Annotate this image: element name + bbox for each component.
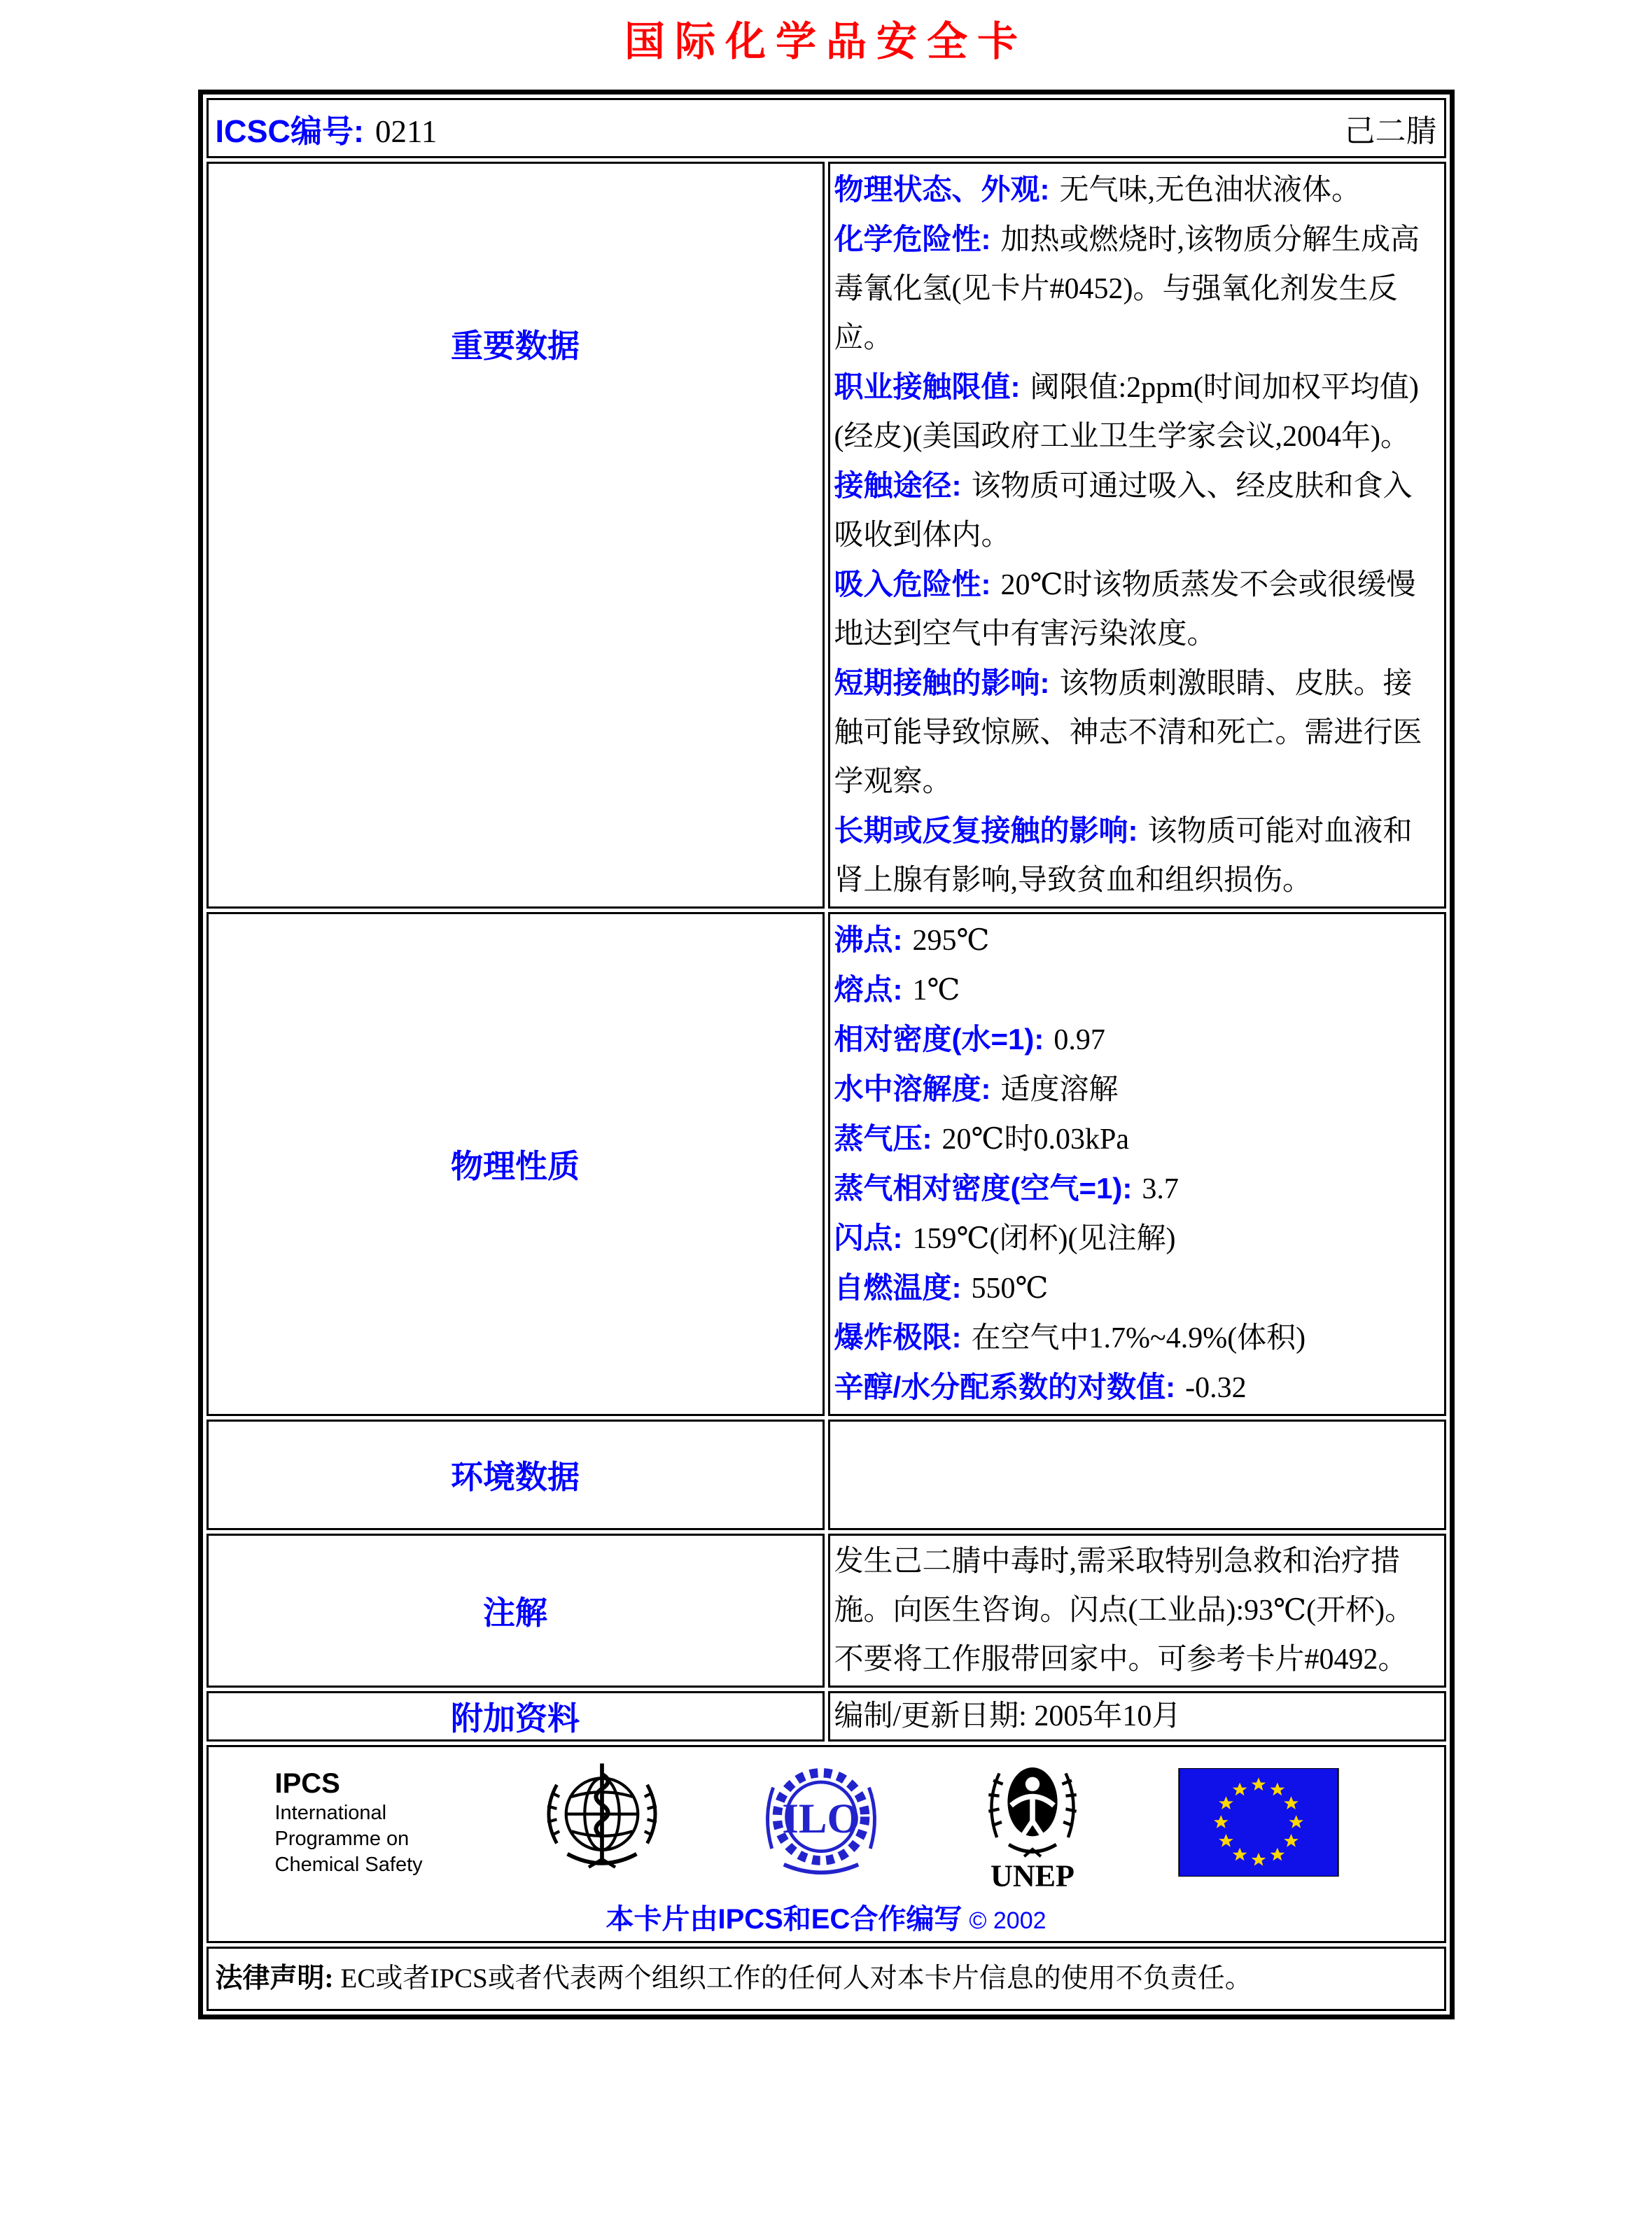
field-label: 相对密度(水=1): bbox=[834, 1023, 1044, 1056]
chemical-name: 己二腈 bbox=[1344, 114, 1437, 148]
eu-flag-icon bbox=[1178, 1768, 1339, 1877]
header-row bbox=[206, 98, 1446, 158]
field-label: 蒸气压: bbox=[834, 1122, 932, 1155]
field-label: 辛醇/水分配系数的对数值: bbox=[834, 1371, 1176, 1403]
unep-logo-text: UNEP bbox=[990, 1858, 1074, 1892]
ipcs-acronym: IPCS bbox=[274, 1767, 340, 1799]
important-data-line bbox=[834, 461, 1438, 560]
ipcs-text-block bbox=[275, 1767, 450, 1878]
field-label: 水中溶解度: bbox=[834, 1072, 991, 1105]
safety-card-table bbox=[198, 90, 1455, 2019]
ipcs-line: Programme on bbox=[274, 1827, 410, 1850]
field-label: 物理状态、外观: bbox=[834, 173, 1050, 206]
additional-info-content-cell bbox=[828, 1691, 1446, 1742]
field-value: 550℃ bbox=[971, 1273, 1049, 1305]
page-title: 国际化学品安全卡 bbox=[624, 17, 1028, 65]
ipcs-line: International bbox=[274, 1801, 387, 1824]
icsc-number-value: 0211 bbox=[375, 113, 438, 149]
field-value: 适度溶解 bbox=[1000, 1074, 1119, 1106]
field-value: 20℃时该物质蒸发不会或很缓慢地达到空气中有害污染浓度。 bbox=[834, 569, 1416, 650]
physical-property-line bbox=[834, 1015, 1438, 1065]
unep-logo-icon bbox=[973, 1752, 1092, 1892]
field-label: 短期接触的影响: bbox=[834, 666, 1050, 699]
field-value: 3.7 bbox=[1142, 1173, 1179, 1205]
important-data-line bbox=[834, 806, 1438, 905]
important-data-section-cell bbox=[206, 162, 825, 909]
field-value: 无气味,无色油状液体。 bbox=[1059, 174, 1362, 206]
additional-info-section-cell bbox=[206, 1691, 825, 1742]
update-date-value: 2005年10月 bbox=[1034, 1700, 1182, 1732]
legal-notice-cell bbox=[206, 1947, 1446, 2011]
field-value: 0.97 bbox=[1054, 1024, 1105, 1056]
field-value: 159℃(闭杯)(见注解) bbox=[912, 1223, 1176, 1255]
important-data-line bbox=[834, 560, 1438, 659]
section-label-physical-properties: 物理性质 bbox=[451, 1148, 580, 1184]
field-value: 该物质可通过吸入、经皮肤和食入吸收到体内。 bbox=[834, 470, 1413, 552]
icsc-number-label: ICSC编号: bbox=[215, 113, 364, 149]
update-date-label: 编制/更新日期: bbox=[834, 1700, 1027, 1732]
field-value: 该物质刺激眼睛、皮肤。接触可能导致惊厥、神志不清和死亡。需进行医学观察。 bbox=[834, 668, 1422, 798]
field-label: 吸入危险性: bbox=[834, 568, 991, 601]
important-data-line bbox=[834, 165, 1438, 215]
physical-property-line bbox=[834, 1065, 1438, 1114]
footer-copyright: © 2002 bbox=[969, 1907, 1046, 1934]
physical-property-line bbox=[834, 1263, 1438, 1313]
who-logo-icon bbox=[536, 1756, 668, 1889]
footer-caption: 本卡片由IPCS和EC合作编写 bbox=[606, 1904, 962, 1935]
field-label: 职业接触限值: bbox=[834, 370, 1021, 403]
section-label-important-data: 重要数据 bbox=[451, 328, 580, 364]
physical-property-line bbox=[834, 965, 1438, 1015]
field-value: 1℃ bbox=[912, 974, 960, 1007]
environmental-data-content-cell bbox=[828, 1420, 1446, 1530]
field-label: 长期或反复接触的影响: bbox=[834, 814, 1138, 847]
field-value: 加热或燃烧时,该物质分解生成高毒氰化氢(见卡片#0452)。与强氧化剂发生反应。 bbox=[834, 224, 1420, 354]
important-data-line bbox=[834, 215, 1438, 363]
physical-properties-content-cell bbox=[828, 912, 1446, 1416]
field-value: 该物质可能对血液和肾上腺有影响,导致贫血和组织损伤。 bbox=[834, 815, 1413, 897]
field-label: 蒸气相对密度(空气=1): bbox=[834, 1172, 1133, 1205]
section-label-additional-info: 附加资料 bbox=[451, 1700, 580, 1737]
notes-content-cell bbox=[828, 1534, 1446, 1688]
physical-properties-section-cell bbox=[206, 912, 825, 1416]
physical-property-line bbox=[834, 916, 1438, 965]
ipcs-line: Chemical Safety bbox=[274, 1853, 423, 1876]
field-value: 在空气中1.7%~4.9%(体积) bbox=[971, 1322, 1306, 1354]
physical-property-line bbox=[834, 1313, 1438, 1363]
physical-property-line bbox=[834, 1164, 1438, 1214]
physical-property-line bbox=[834, 1114, 1438, 1164]
field-label: 爆炸极限: bbox=[834, 1321, 962, 1354]
notes-section-cell bbox=[206, 1534, 825, 1688]
field-label: 沸点: bbox=[834, 923, 903, 956]
important-data-line bbox=[834, 363, 1438, 461]
field-value: 20℃时0.03kPa bbox=[941, 1123, 1129, 1156]
field-label: 接触途径: bbox=[834, 469, 962, 502]
environmental-data-section-cell bbox=[206, 1420, 825, 1530]
footer-logos-cell bbox=[206, 1745, 1446, 1943]
physical-property-line bbox=[834, 1214, 1438, 1263]
legal-notice-text: EC或者IPCS或者代表两个组织工作的任何人对本卡片信息的使用不负责任。 bbox=[340, 1963, 1252, 1994]
field-value: 295℃ bbox=[912, 925, 990, 957]
field-label: 熔点: bbox=[834, 973, 903, 1006]
section-label-notes: 注解 bbox=[483, 1595, 547, 1631]
svg-text:ILO: ILO bbox=[781, 1795, 860, 1843]
field-label: 闪点: bbox=[834, 1221, 903, 1254]
notes-text: 发生己二腈中毒时,需采取特别急救和治疗措施。向医生咨询。闪点(工业品):93℃(开杯)。不要将工作服带回家中。可参考卡片#0492。 bbox=[834, 1546, 1415, 1676]
important-data-line bbox=[834, 659, 1438, 806]
legal-notice-label: 法律声明: bbox=[215, 1963, 334, 1994]
field-value: -0.32 bbox=[1185, 1372, 1247, 1404]
field-value: 阈限值:2ppm(时间加权平均值)(经皮)(美国政府工业卫生学家会议,2004年)。 bbox=[834, 372, 1419, 453]
ilo-logo-icon bbox=[755, 1756, 888, 1889]
field-label: 自燃温度: bbox=[834, 1271, 962, 1304]
field-label: 化学危险性: bbox=[834, 223, 991, 255]
section-label-environmental-data: 环境数据 bbox=[451, 1459, 580, 1495]
physical-property-line bbox=[834, 1363, 1438, 1413]
important-data-content-cell bbox=[828, 162, 1446, 909]
